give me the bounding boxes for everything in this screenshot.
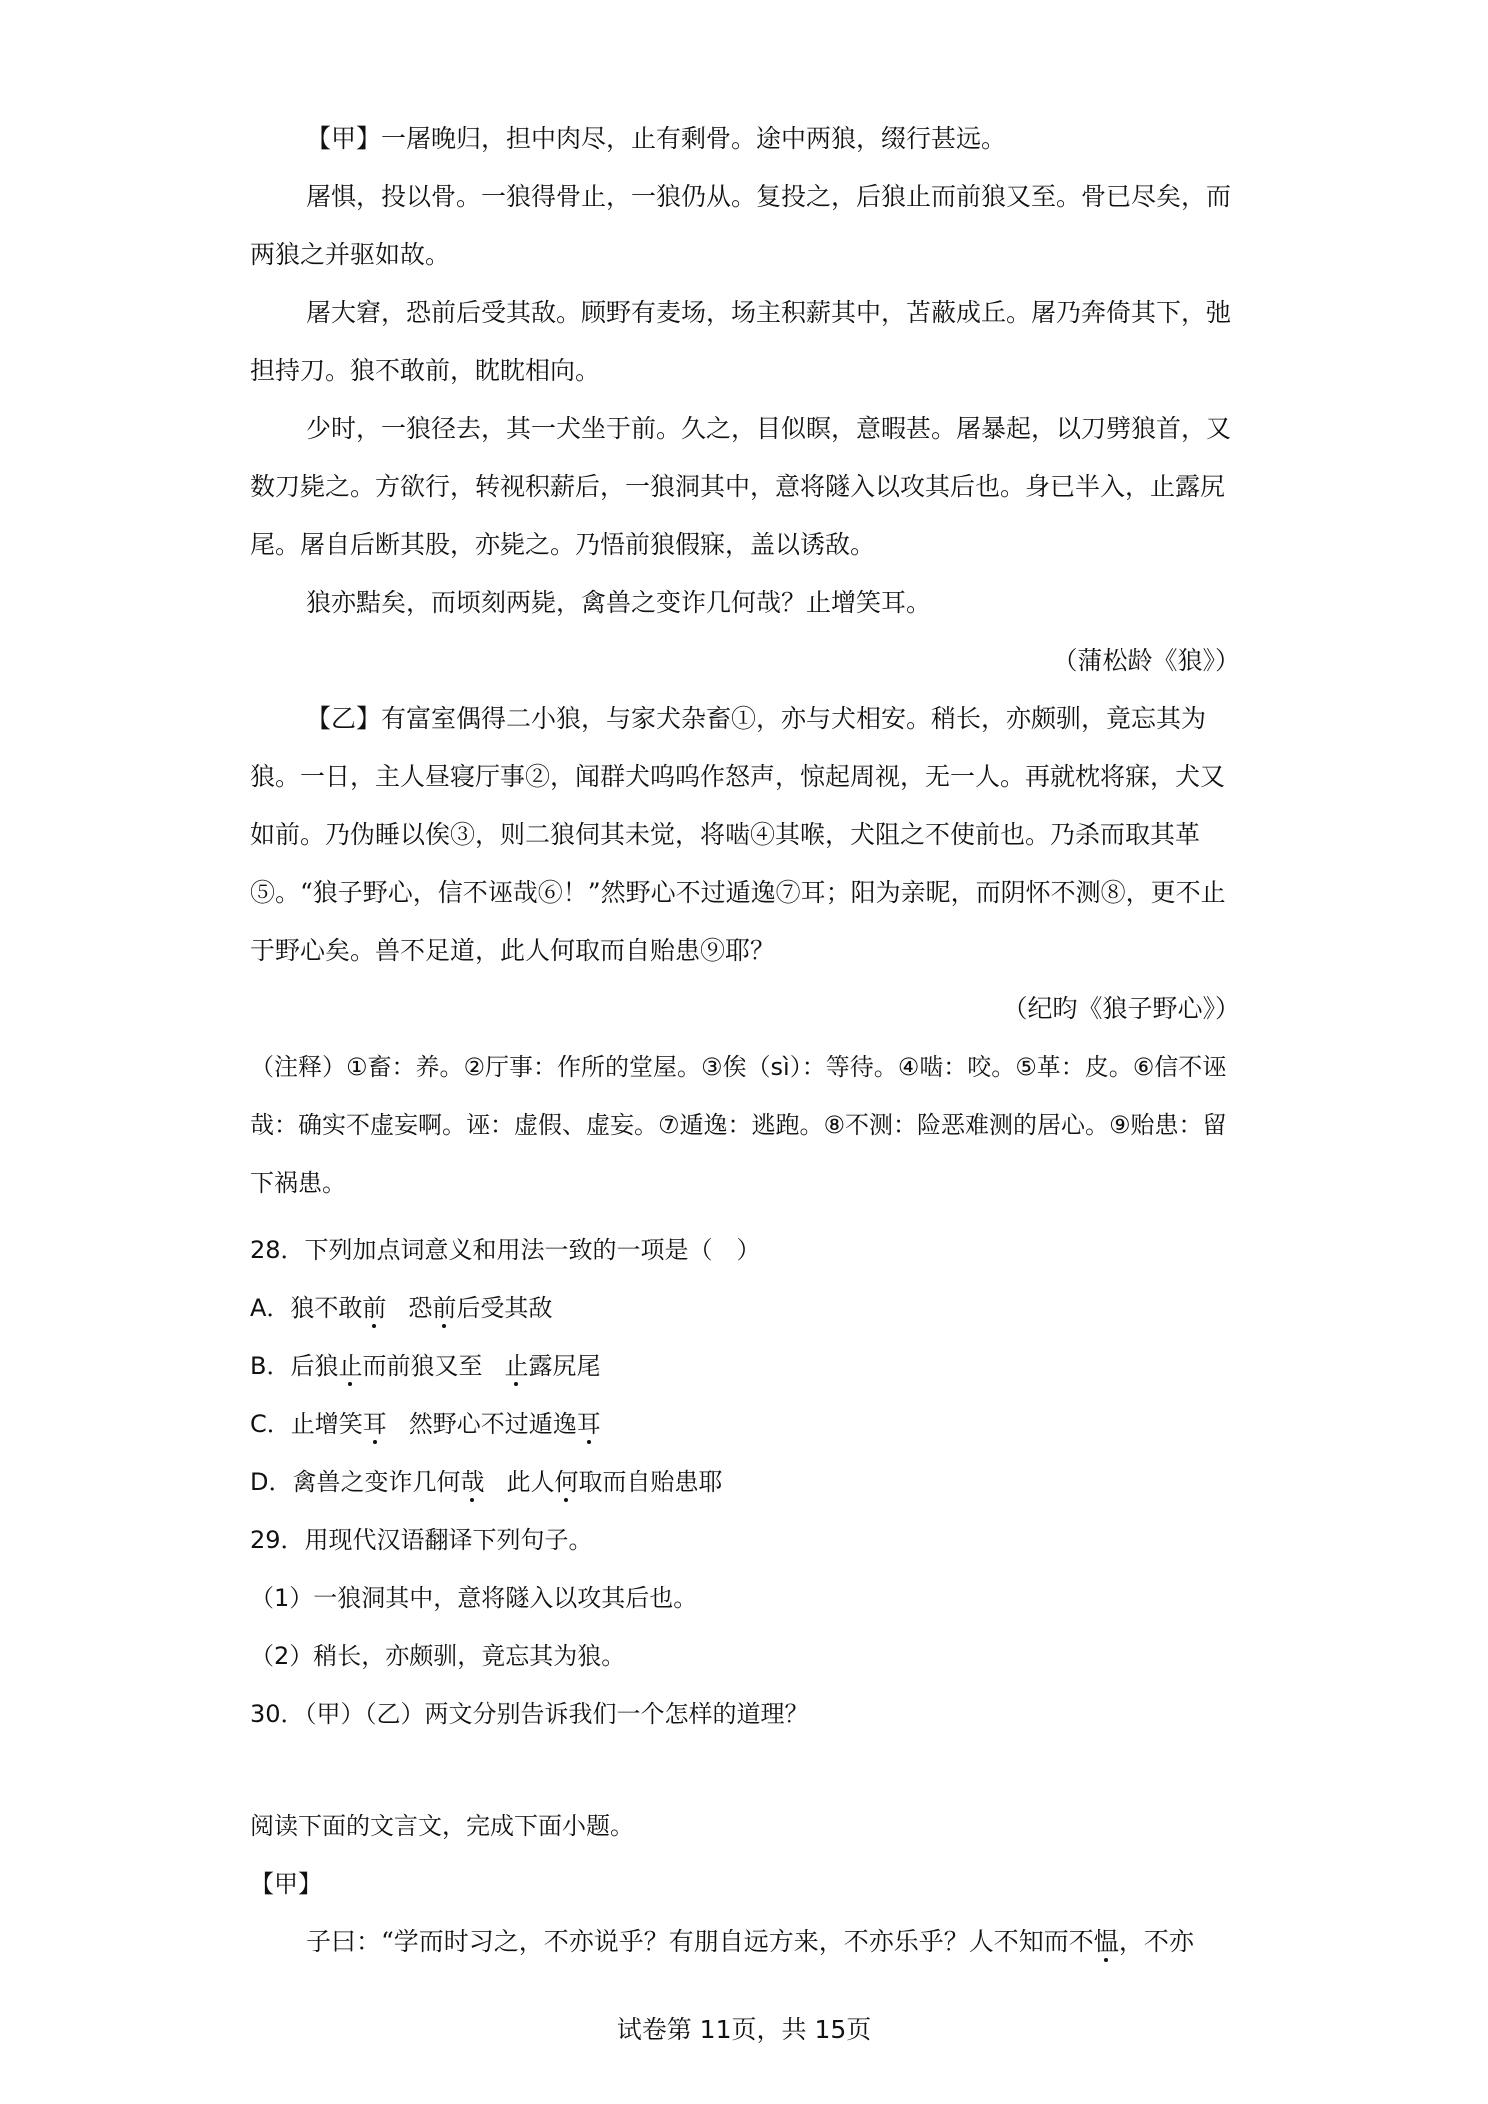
page-footer: 试卷第 11页，共 15页: [616, 2015, 872, 2044]
next-jia-line: 子曰：“学而时习之，不亦说乎？有朋自远方来，不亦乐乎？人不知而不愠，不亦: [306, 1927, 1194, 1956]
jia-paragraph-1: 【甲】一屠晚归，担中肉尽，止有剩骨。途中两狼，缀行甚远。: [306, 124, 1007, 153]
next-jia-label: 【甲】: [250, 1870, 322, 1898]
jia-paragraph-4: 少时，一狼径去，其一犬坐于前。久之，目似瞑，意暇甚。屠暴起，以刀劈狼首，又数刀毙之。方欲行，转视积薪后，一狼洞其中，意将隧入以攻其后也。身已半入，止露尻尾。屠自后断其股，亦毙之。乃悟前狼假寐，盖以诱敌。: [250, 414, 1232, 559]
dotted-word: 愠: [1093, 1927, 1119, 1956]
yi-paragraph: 【乙】有富室偶得二小狼，与家犬杂畜①，亦与犬相安。稍长，亦颇驯，竟忘其为狼。一日，主人昼寝厅事②，闻群犬呜呜作怒声，惊起周视，无一人。再就枕将寐，犬又如前。乃伪睡以俟③，则二狼伺其未觉，将啮④其喉，犬阻之不使前也。乃杀而取其革⑤。“狼子野心，信不诬哉⑥！”然野心不过遁逸⑦耳；阳为亲昵，而阴怀不测⑧，更不止于野心矣。兽不足道，此人何取而自贻患⑨耶？: [250, 704, 1226, 965]
dotted-word: 哉: [460, 1468, 485, 1496]
question-29-sentence-2: （2）稍长，亦颇驯，竟忘其为狼。: [250, 1642, 626, 1670]
jia-paragraph-2: 屠惧，投以骨。一狼得骨止，一狼仍从。复投之，后狼止而前狼又至。骨已尽矣，而两狼之并驱如故。: [250, 182, 1232, 269]
question-30-stem: 30．（甲）（乙）两文分别告诉我们一个怎样的道理？: [250, 1700, 809, 1728]
question-29-stem: 29．用现代汉语翻译下列句子。: [250, 1526, 593, 1554]
next-section-intro: 阅读下面的文言文，完成下面小题。: [250, 1812, 634, 1840]
question-28-stem: 28．下列加点词意义和用法一致的一项是（ ）: [250, 1236, 761, 1264]
dotted-word: 耳: [362, 1410, 387, 1438]
jia-paragraph-5: 狼亦黠矣，而顷刻两毙，禽兽之变诈几何哉？止增笑耳。: [306, 588, 932, 617]
dotted-word: 前: [432, 1294, 457, 1322]
dotted-word: 止: [504, 1352, 529, 1380]
yi-source: （纪昀《狼子野心》）: [1002, 994, 1240, 1023]
option-c: C．止增笑耳 然野心不过遁逸耳: [250, 1410, 601, 1438]
dotted-word: 止: [338, 1352, 363, 1380]
dotted-word: 前: [362, 1294, 387, 1322]
jia-source: （蒲松龄《狼》）: [1052, 646, 1240, 675]
jia-paragraph-3: 屠大窘，恐前后受其敌。顾野有麦场，场主积薪其中，苫蔽成丘。屠乃奔倚其下，弛担持刀。狼不敢前，眈眈相向。: [250, 298, 1232, 385]
option-d: D．禽兽之变诈几何哉 此人何取而自贻患耶: [250, 1468, 723, 1496]
option-a: A．狼不敢前 恐前后受其敌: [250, 1294, 553, 1322]
dotted-word: 何: [554, 1468, 579, 1496]
option-b: B．后狼止而前狼又至 止露尻尾: [250, 1352, 601, 1380]
annotation-notes: （注释）①畜：养。②厅事：作所的堂屋。③俟（sì）：等待。④啮：咬。⑤革：皮。⑥信不诬哉：确实不虚妄啊。诬：虚假、虚妄。⑦遁逸：逃跑。⑧不测：险恶难测的居心。⑨贻患：留下祸患。: [250, 1053, 1227, 1197]
dotted-word: 耳: [576, 1410, 601, 1438]
question-29-sentence-1: （1）一狼洞其中，意将隧入以攻其后也。: [250, 1584, 698, 1612]
